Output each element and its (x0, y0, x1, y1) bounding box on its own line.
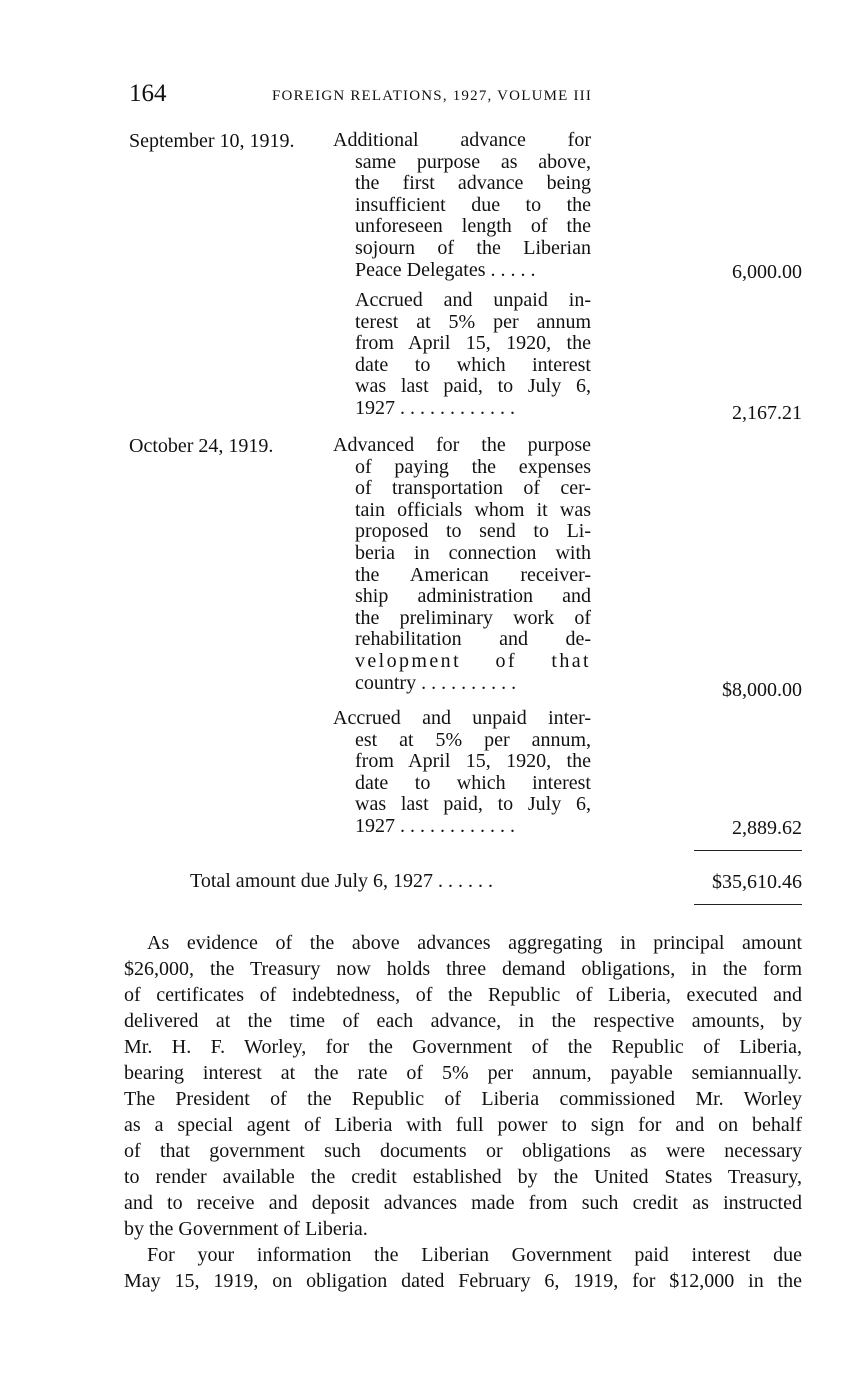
desc-line: date to which interest (355, 353, 591, 376)
desc-line: Accrued and unpaid in- (355, 289, 591, 311)
entry-description (333, 435, 591, 694)
desc-line: country . . . . . . . . . . (355, 671, 517, 694)
desc-line: of paying the expenses (355, 455, 591, 478)
paragraph-line: of certificates of indebtedness, of the Republic of Liberia, executed and (124, 984, 802, 1006)
paragraph-line: $26,000, the Treasury now holds three demand obligations, in the form (124, 958, 802, 980)
entry-amount: $8,000.00 (722, 679, 802, 701)
desc-line: of transportation of cer- (355, 477, 591, 500)
paragraph-line: For your information the Liberian Government paid interest due (147, 1244, 802, 1266)
paragraph-line: delivered at the time of each advance, in the respective amounts, by (124, 1010, 802, 1032)
paragraph-line: May 15, 1919, on obligation dated February 6, 1919, for $12,000 in the (124, 1270, 802, 1292)
total-amount: $35,610.46 (712, 871, 802, 893)
desc-line: sojourn of the Liberian (355, 236, 591, 259)
desc-line: 1927 . . . . . . . . . . . . (355, 396, 515, 419)
paragraph-line: As evidence of the above advances aggregating in principal amount (147, 932, 802, 954)
desc-line: the American receiver- (355, 563, 591, 586)
body-paragraph (124, 1242, 802, 1294)
page-number: 164 (129, 80, 167, 107)
desc-line: from April 15, 1920, the (355, 750, 591, 773)
desc-line: proposed to send to Li- (355, 520, 591, 543)
desc-line: insufficient due to the (355, 193, 591, 216)
paragraph-line: as a special agent of Liberia with full power to sign for and on behalf (124, 1114, 802, 1136)
sum-rule (694, 850, 802, 851)
body-paragraph (124, 930, 802, 1242)
entry-description (333, 130, 591, 281)
desc-line: from April 15, 1920, the (355, 332, 591, 355)
desc-line: est at 5% per annum, (355, 728, 591, 751)
entry-description (355, 290, 591, 420)
desc-line: Peace Delegates . . . . . (355, 258, 536, 281)
entry-date: September 10, 1919. (129, 130, 295, 152)
total-label: Total amount due July 6, 1927 . . . . . . (190, 870, 494, 892)
paragraph-line: Mr. H. F. Worley, for the Government of the Republic of Liberia, (124, 1036, 802, 1058)
desc-line: Advanced for the purpose (333, 434, 591, 456)
paragraph-line: and to receive and deposit advances made from such credit as instructed (124, 1192, 802, 1214)
desc-line: terest at 5% per annum (355, 310, 591, 333)
desc-line: tain officials whom it was (355, 498, 591, 521)
entry-amount: 6,000.00 (732, 261, 802, 283)
desc-line: was last paid, to July 6, (355, 793, 591, 816)
desc-line: the first advance being (355, 172, 591, 195)
desc-line: was last paid, to July 6, (355, 375, 591, 398)
paragraph-line: The President of the Republic of Liberia commissioned Mr. Worley (124, 1088, 802, 1110)
desc-line: 1927 . . . . . . . . . . . . (355, 814, 515, 837)
running-title: FOREIGN RELATIONS, 1927, VOLUME III (272, 88, 593, 104)
desc-line: beria in connection with (355, 541, 591, 564)
paragraph-line: of that government such documents or obligations as were necessary (124, 1140, 802, 1162)
desc-line: Additional advance for (333, 129, 591, 151)
desc-line: velopment of that (355, 649, 591, 672)
desc-line: unforeseen length of the (355, 215, 591, 238)
paragraph-line: bearing interest at the rate of 5% per annum, payable semiannually. (124, 1062, 802, 1084)
desc-line: Accrued and unpaid inter- (333, 707, 591, 729)
desc-line: the preliminary work of (355, 606, 591, 629)
entry-date: October 24, 1919. (129, 435, 274, 457)
desc-line: rehabilitation and de- (355, 628, 591, 651)
entry-amount: 2,167.21 (732, 402, 802, 424)
paragraph-line: by the Government of Liberia. (124, 1218, 368, 1240)
paragraph-line: to render available the credit established by the United States Treasury, (124, 1166, 802, 1188)
total-rule (694, 904, 802, 905)
entry-amount: 2,889.62 (732, 817, 802, 839)
entry-description (333, 708, 591, 838)
desc-line: date to which interest (355, 771, 591, 794)
desc-line: ship administration and (355, 585, 591, 608)
desc-line: same purpose as above, (355, 150, 591, 173)
